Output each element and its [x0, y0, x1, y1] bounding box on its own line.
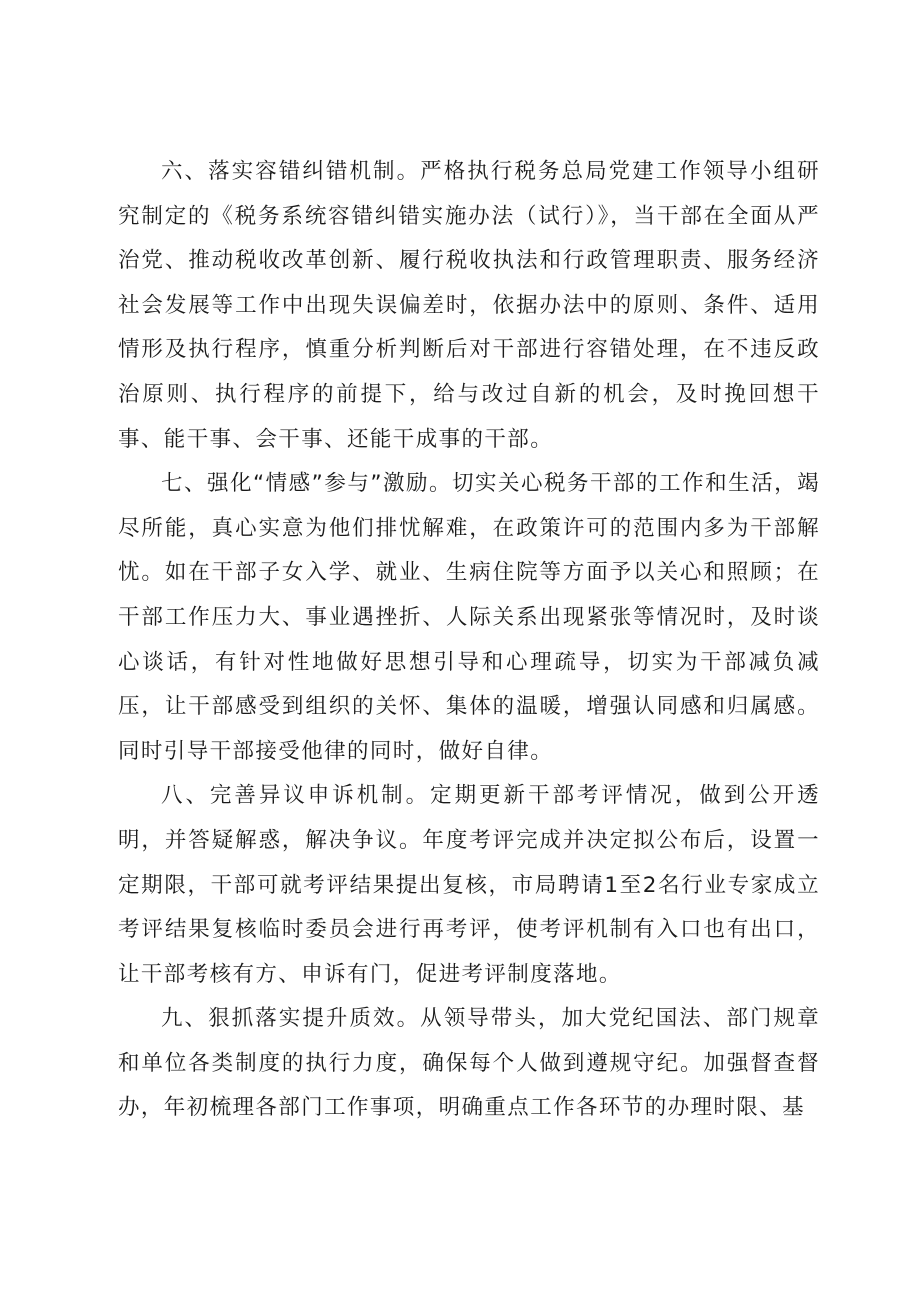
paragraph-9-implementation: 九、狠抓落实提升质效。从领导带头，加大党纪国法、部门规章和单位各类制度的执行力度，确保每个人做到遵规守纪。加强督查督办，年初梳理各部门工作事项，明确重点工作各环节的办理时限、基 [118, 1006, 820, 1121]
document-body [118, 150, 820, 1131]
paragraph-8-appeal-mechanism: 八、完善异议申诉机制。定期更新干部考评情况，做到公开透明，并答疑解惑，解决争议。年度考评完成并决定拟公布后，设置一定期限，干部可就考评结果提出复核，市局聘请1至2名行业专家成立考评结果复核临时委员会进行再考评，使考评机制有入口也有出口，让干部考核有方、申诉有门，促进考评制度落地。 [118, 783, 820, 987]
paragraph-6-error-tolerance: 六、落实容错纠错机制。严格执行税务总局党建工作领导小组研究制定的《税务系统容错纠错实施办法（试行）》，当干部在全面从严治党、推动税收改革创新、履行税收执法和行政管理职责、服务经济社会发展等工作中出现失误偏差时，依据办法中的原则、条件、适用情形及执行程序，慎重分析判断后对干部进行容错处理，在不违反政治原则、执行程序的前提下，给与改过自新的机会，及时挽回想干事、能干事、会干事、还能干成事的干部。 [118, 159, 820, 452]
paragraph-7-emotional-incentive: 七、强化“情感”参与”激励。切实关心税务干部的工作和生活，竭尽所能，真心实意为他们排忧解难，在政策许可的范围内多为干部解忧。如在干部子女入学、就业、生病住院等方面予以关心和照顾；在干部工作压力大、事业遇挫折、人际关系出现紧张等情况时，及时谈心谈话，有针对性地做好思想引导和心理疏导，切实为干部减负减压，让干部感受到组织的关怀、集体的温暖，增强认同感和归属感。同时引导干部接受他律的同时，做好自律。 [118, 471, 820, 764]
